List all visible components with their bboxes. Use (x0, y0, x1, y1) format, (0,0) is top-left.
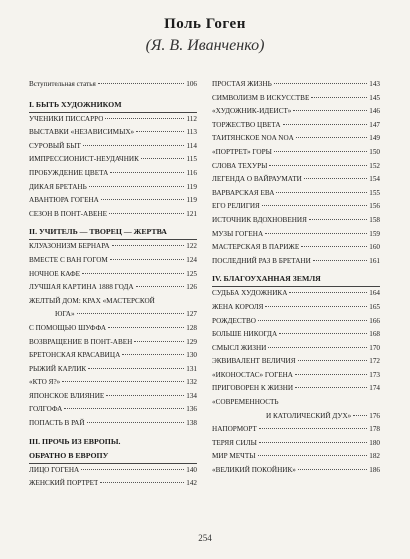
toc-entry[interactable] (29, 194, 197, 208)
toc-entry[interactable] (212, 423, 380, 437)
toc-entry-page: 127 (186, 310, 197, 319)
toc-entry-title: СИМВОЛИЗМ В ИСКУССТВЕ (212, 93, 310, 102)
dot-leader (265, 306, 367, 307)
toc-entry[interactable] (29, 349, 197, 363)
dot-leader (141, 158, 185, 159)
toc-entry[interactable] (212, 146, 380, 160)
toc-entry-title: СУРОВЫЙ БЫТ (29, 141, 81, 150)
toc-entry-title: ЖЕНА КОРОЛЯ (212, 302, 264, 311)
toc-entry[interactable] (212, 173, 380, 187)
dot-leader (259, 428, 367, 429)
toc-entry-title: ЛУЧШАЯ КАРТИНА 1888 ГОДА (29, 283, 134, 292)
toc-entry[interactable] (212, 241, 380, 255)
toc-entry[interactable] (29, 295, 197, 309)
toc-entry-title: ПРИГОВОРЕН К ЖИЗНИ (212, 384, 294, 393)
dot-leader (88, 368, 184, 369)
toc-entry[interactable] (29, 181, 197, 195)
toc-entry-title: МИР МЕЧТЫ (212, 452, 256, 461)
toc-entry-title: НОЧНОЕ КАФЕ (29, 269, 81, 278)
toc-entry[interactable] (29, 126, 197, 140)
toc-entry-page: 173 (369, 370, 380, 379)
toc-entry-page: 174 (369, 384, 380, 393)
toc-entry-title: И КАТОЛИЧЕСКИЙ ДУХ» (266, 411, 352, 420)
toc-entry-title: ЛИЦО ГОГЕНА (29, 465, 80, 474)
dot-leader (304, 178, 367, 179)
toc-entry-title: «ХУДОЖНИК-ИДЕИСТ» (212, 107, 292, 116)
dot-leader (64, 408, 184, 409)
dot-leader (136, 286, 185, 287)
toc-entry-title: ЛЕГЕНДА О ВАЙРАУМАТИ (212, 175, 302, 184)
toc-entry-page: 180 (369, 438, 380, 447)
toc-entry-title: СУДЬБА ХУДОЖНИКА (212, 289, 288, 298)
toc-entry-page: 161 (369, 256, 380, 265)
toc-entry[interactable] (29, 153, 197, 167)
toc-entry[interactable] (212, 342, 380, 356)
toc-entry[interactable] (29, 78, 197, 92)
toc-entry[interactable] (212, 228, 380, 242)
toc-entry-page: 136 (186, 405, 197, 414)
toc-entry-page: 166 (369, 316, 380, 325)
toc-entry-page: 124 (186, 255, 197, 264)
dot-leader (262, 205, 367, 206)
toc-entry-page: 156 (369, 202, 380, 211)
toc-entry[interactable] (212, 396, 380, 410)
dot-leader (89, 186, 185, 187)
dot-leader (301, 246, 367, 247)
toc-entry-title: ЖЕНСКИЙ ПОРТРЕТ (29, 479, 99, 488)
toc-entry-title: «КТО Я?» (29, 378, 61, 387)
toc-entry[interactable] (29, 477, 197, 491)
dot-leader (295, 374, 367, 375)
toc-entry[interactable] (212, 410, 380, 424)
toc-entry[interactable] (29, 281, 197, 295)
dot-leader (105, 118, 184, 119)
toc-entry-page: 130 (186, 351, 197, 360)
toc-entry-title: ЖЕЛТЫЙ ДОМ: КРАХ «МАСТЕРСКОЙ (29, 296, 155, 305)
dot-leader (276, 192, 367, 193)
toc-entry[interactable] (212, 369, 380, 383)
toc-entry-page: 165 (369, 302, 380, 311)
page-subtitle: (Я. В. Иванченко) (145, 37, 265, 54)
toc-entry[interactable] (29, 167, 197, 181)
dot-leader (298, 469, 367, 470)
dot-leader (101, 199, 185, 200)
toc-entry-page: 178 (369, 425, 380, 434)
dot-leader (77, 313, 185, 314)
toc-entry[interactable] (29, 140, 197, 154)
toc-entry[interactable] (29, 390, 197, 404)
toc-entry-page: 119 (186, 196, 197, 205)
toc-section-heading: II. УЧИТЕЛЬ — ТВОРЕЦ — ЖЕРТВА (29, 225, 197, 240)
dot-leader (268, 347, 367, 348)
toc-section-heading: ОБРАТНО В ЕВРОПУ (29, 449, 197, 464)
dot-leader (100, 482, 184, 483)
toc-entry-title: НАПОРМОРТ (212, 425, 257, 434)
toc-entry[interactable] (212, 105, 380, 119)
toc-entry-title: РЫЖИЙ КАРЛИК (29, 364, 87, 373)
dot-leader (283, 124, 368, 125)
toc-entry-page: 132 (186, 378, 197, 387)
dot-leader (108, 327, 184, 328)
toc-entry-page: 113 (186, 128, 197, 137)
dot-leader (122, 354, 184, 355)
toc-right-column (212, 78, 380, 478)
toc-entry[interactable] (212, 450, 380, 464)
dot-leader (313, 260, 367, 261)
toc-entry[interactable] (212, 355, 380, 369)
toc-entry-page: 134 (186, 391, 197, 400)
toc-entry[interactable] (212, 255, 380, 269)
toc-entry-title: МУЗЫ ГОГЕНА (212, 229, 264, 238)
dot-leader (311, 97, 367, 98)
toc-entry-title: КЛУАЗОНИЗМ БЕРНАРА (29, 242, 110, 251)
toc-section-heading: I. БЫТЬ ХУДОЖНИКОМ (29, 98, 197, 113)
toc-entry-page: 155 (369, 188, 380, 197)
toc-entry-title: ИМПРЕССИОНИСТ-НЕУДАЧНИК (29, 155, 139, 164)
dot-leader (269, 165, 367, 166)
toc-entry-title: ПОСЛЕДНИЙ РАЗ В БРЕТАНИ (212, 256, 311, 265)
toc-entry[interactable] (212, 437, 380, 451)
toc-entry-page: 176 (369, 411, 380, 420)
toc-entry-title: ПРОБУЖДЕНИЕ ЦВЕТА (29, 168, 109, 177)
toc-entry-page: 152 (369, 161, 380, 170)
toc-entry-page: 168 (369, 330, 380, 339)
toc-entry[interactable] (212, 382, 380, 396)
toc-entry-title: ТОРЖЕСТВО ЦВЕТА (212, 120, 281, 129)
toc-entry[interactable] (29, 240, 197, 254)
toc-entry-page: 128 (186, 323, 197, 332)
dot-leader (259, 442, 367, 443)
toc-entry[interactable] (212, 287, 380, 301)
toc-entry-title: ГОЛГОФА (29, 405, 63, 414)
toc-entry-title: МАСТЕРСКАЯ В ПАРИЖЕ (212, 243, 300, 252)
toc-entry-page: 160 (369, 243, 380, 252)
toc-entry-page: 182 (369, 452, 380, 461)
toc-entry[interactable] (29, 376, 197, 390)
dot-leader (293, 110, 367, 111)
dot-leader (109, 213, 184, 214)
dot-leader (110, 259, 184, 260)
toc-entry[interactable] (29, 417, 197, 431)
toc-entry[interactable] (212, 315, 380, 329)
toc-entry-page: 147 (369, 120, 380, 129)
toc-entry-page: 131 (186, 364, 197, 373)
toc-entry-title: ВЫСТАВКИ «НЕЗАВИСИМЫХ» (29, 128, 135, 137)
toc-entry-title: «ВЕЛИКИЙ ПОКОЙНИК» (212, 466, 296, 475)
toc-entry-title: «ПОРТРЕТ» ГОРЫ (212, 147, 272, 156)
toc-entry-title: ЯПОНСКОЕ ВЛИЯНИЕ (29, 391, 105, 400)
toc-entry-title: «ИКОНОСТАС» ГОГЕНА (212, 370, 293, 379)
toc-entry-page: 143 (369, 80, 380, 88)
toc-entry[interactable] (212, 464, 380, 478)
toc-entry-title: УЧЕНИКИ ПИССАРРО (29, 114, 104, 123)
toc-entry-title: ТЕРЯЯ СИЛЫ (212, 438, 257, 447)
toc-entry[interactable] (212, 328, 380, 342)
toc-entry-title: РОЖДЕСТВО (212, 316, 256, 325)
dot-leader (134, 341, 184, 342)
toc-entry-page: 116 (186, 168, 197, 177)
toc-section-heading: IV. БЛАГОУХАННАЯ ЗЕМЛЯ (212, 272, 380, 287)
toc-entry[interactable] (29, 113, 197, 127)
toc-entry-title: ЭКВИВАЛЕНТ ВЕЛИЧИЯ (212, 357, 296, 366)
dot-leader (83, 145, 185, 146)
dot-leader (136, 131, 184, 132)
toc-entry-page: 140 (186, 465, 197, 474)
toc-entry[interactable] (212, 200, 380, 214)
toc-entry-page: 119 (186, 182, 197, 191)
toc-entry[interactable] (29, 336, 197, 350)
toc-entry-title: ВМЕСТЕ С ВАН ГОГОМ (29, 255, 108, 264)
toc-left-column (29, 78, 197, 491)
toc-entry[interactable] (212, 187, 380, 201)
toc-entry-page: 138 (186, 419, 197, 428)
toc-entry-page: 158 (369, 215, 380, 224)
toc-entry-title: «СОВРЕМЕННОСТЬ (212, 398, 279, 407)
dot-leader (265, 233, 367, 234)
toc-entry[interactable] (212, 301, 380, 315)
dot-leader (81, 469, 184, 470)
toc-entry-page: 154 (369, 175, 380, 184)
toc-entry-page: 142 (186, 479, 197, 488)
toc-entry-title: ПОПАСТЬ В РАЙ (29, 419, 85, 428)
dot-leader (106, 395, 184, 396)
page-title: Поль Гоген (164, 16, 246, 32)
toc-entry[interactable] (212, 160, 380, 174)
toc-entry[interactable] (29, 254, 197, 268)
toc-entry[interactable] (29, 322, 197, 336)
toc-entry-title: ИСТОЧНИК ВДОХНОВЕНИЯ (212, 215, 307, 224)
toc-entry[interactable] (29, 208, 197, 222)
toc-entry-title: ВОЗВРАЩЕНИЕ В ПОНТ-АВЕН (29, 337, 133, 346)
toc-entry-title: ЕГО РЕЛИГИЯ (212, 202, 260, 211)
toc-entry-title: СМЫСЛ ЖИЗНИ (212, 343, 267, 352)
toc-entry-title: ДИКАЯ БРЕТАНЬ (29, 182, 87, 191)
toc-entry-title: Вступительная статья (29, 80, 96, 88)
dot-leader (258, 320, 367, 321)
toc-section-heading: III. ПРОЧЬ ИЗ ЕВРОПЫ. (29, 436, 121, 446)
toc-entry-title: СЕЗОН В ПОНТ-АВЕНЕ (29, 209, 107, 218)
dot-leader (98, 83, 184, 84)
toc-entry-page: 122 (186, 242, 197, 251)
toc-entry-page: 115 (186, 155, 197, 164)
toc-entry-page: 121 (186, 209, 197, 218)
dot-leader (353, 415, 367, 416)
dot-leader (62, 381, 184, 382)
dot-leader (110, 172, 184, 173)
toc-entry-title: БРЕТОНСКАЯ КРАСАВИЦА (29, 351, 121, 360)
toc-entry-page: 112 (186, 114, 197, 123)
toc-entry-title: ПРОСТАЯ ЖИЗНЬ (212, 80, 272, 88)
toc-entry-page: 129 (186, 337, 197, 346)
dot-leader (279, 333, 367, 334)
toc-entry-page: 170 (369, 343, 380, 352)
toc-entry[interactable] (212, 92, 380, 106)
toc-entry-page: 150 (369, 147, 380, 156)
toc-entry[interactable] (29, 308, 197, 322)
toc-entry-page: 106 (186, 80, 197, 88)
dot-leader (298, 360, 368, 361)
toc-entry[interactable] (29, 268, 197, 282)
toc-entry[interactable] (212, 214, 380, 228)
dot-leader (289, 292, 367, 293)
toc-entry-page: 126 (186, 283, 197, 292)
toc-entry-page: 114 (186, 141, 197, 150)
toc-entry-page: 164 (369, 289, 380, 298)
toc-entry-page: 186 (369, 466, 380, 475)
toc-entry[interactable] (212, 132, 380, 146)
toc-entry-page: 159 (369, 229, 380, 238)
toc-entry-title: ЮГА» (55, 310, 75, 319)
toc-entry[interactable] (29, 363, 197, 377)
toc-entry-title: БОЛЬШЕ НИКОГДА (212, 330, 278, 339)
toc-entry-title: АВАНТЮРА ГОГЕНА (29, 196, 99, 205)
toc-entry-title: С ПОМОЩЬЮ ШУФФА (29, 323, 107, 332)
toc-entry[interactable] (29, 403, 197, 417)
toc-entry-page: 145 (369, 93, 380, 102)
dot-leader (82, 273, 184, 274)
toc-entry-title: ВАРВАРСКАЯ ЕВА (212, 188, 275, 197)
toc-entry[interactable] (212, 119, 380, 133)
toc-entry-title: СЛОВА ТЕХУРЫ (212, 161, 268, 170)
toc-entry-page: 172 (369, 357, 380, 366)
toc-entry-page: 149 (369, 134, 380, 143)
toc-entry-title: ТАИТЯНСКОЕ NOA NOA (212, 134, 294, 143)
dot-leader (309, 219, 367, 220)
dot-leader (274, 151, 367, 152)
page-number: 254 (198, 533, 212, 543)
toc-entry[interactable] (212, 78, 380, 92)
dot-leader (112, 245, 185, 246)
toc-entry-page: 146 (369, 107, 380, 116)
toc-entry-page: 125 (186, 269, 197, 278)
dot-leader (295, 387, 367, 388)
toc-entry[interactable] (29, 464, 197, 478)
dot-leader (296, 137, 367, 138)
dot-leader (87, 422, 185, 423)
dot-leader (258, 455, 368, 456)
dot-leader (274, 83, 368, 84)
